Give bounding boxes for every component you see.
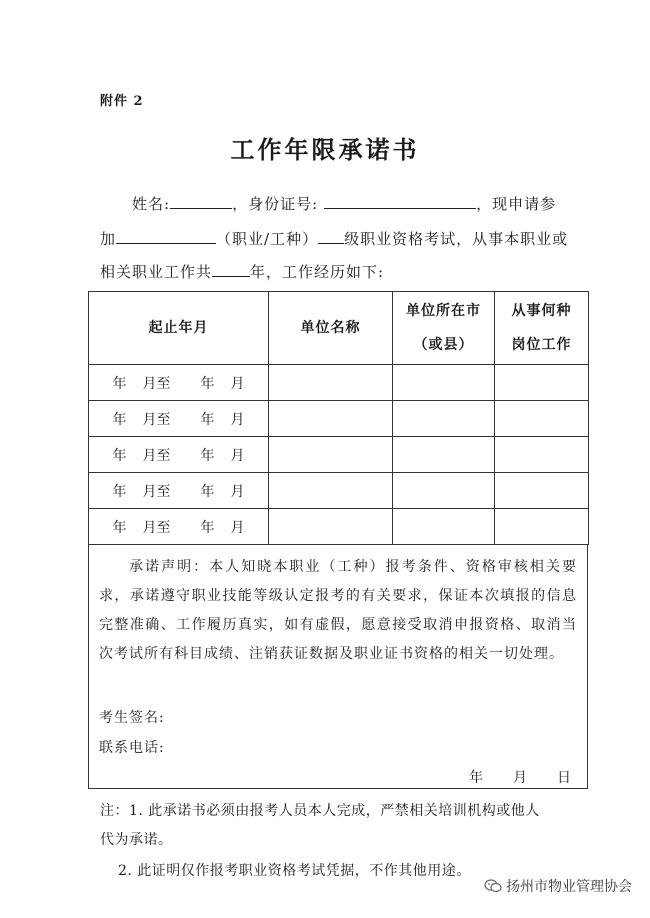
years-text: 年，工作经历如下: xyxy=(250,263,385,281)
header-period: 起止年月 xyxy=(89,292,269,365)
position-cell[interactable] xyxy=(495,365,589,401)
table-header-row xyxy=(89,292,589,365)
unit-city-cell[interactable] xyxy=(393,401,495,437)
apply-text: ，现申请参 xyxy=(476,195,557,213)
unit-name-cell[interactable] xyxy=(269,365,393,401)
header-unit-name: 单位名称 xyxy=(269,292,393,365)
note-2: 2. 此证明仅作报考职业资格考试凭据，不作其他用途。 xyxy=(118,863,471,879)
work-history-table xyxy=(88,291,589,545)
signature-label: 考生签名: xyxy=(99,710,165,726)
table-row xyxy=(89,509,589,545)
period-cell[interactable]: 年 月至 年 月 xyxy=(89,365,269,401)
occupation-blank[interactable] xyxy=(116,229,216,244)
level-blank[interactable] xyxy=(318,229,344,244)
watermark-text: 扬州市物业管理协会 xyxy=(506,879,632,895)
position-cell[interactable] xyxy=(495,473,589,509)
unit-city-cell[interactable] xyxy=(393,509,495,545)
table-row xyxy=(89,401,589,437)
position-cell[interactable] xyxy=(495,509,589,545)
attachment-label: 附件 2 xyxy=(100,94,144,109)
unit-name-cell[interactable] xyxy=(269,437,393,473)
line3-start: 相关职业工作共 xyxy=(100,263,213,281)
line2-start: 加 xyxy=(100,230,117,248)
level-text: 级职业资格考试，从事本职业或 xyxy=(344,230,569,248)
name-blank[interactable] xyxy=(170,194,232,209)
unit-name-cell[interactable] xyxy=(269,509,393,545)
table-row xyxy=(89,473,589,509)
intro-line-3 xyxy=(100,261,384,282)
pledge-section xyxy=(88,545,588,789)
wechat-icon xyxy=(484,879,502,893)
position-cell[interactable] xyxy=(495,437,589,473)
note-1-line-2: 代为承诺。 xyxy=(100,832,173,848)
id-label: ，身份证号: xyxy=(232,195,319,213)
pledge-date[interactable]: 年 月 日 xyxy=(469,770,571,786)
table-row xyxy=(89,437,589,473)
note-1-line-1: 注：1. 此承诺书必须由报考人员本人完成，严禁相关培训机构或他人 xyxy=(100,803,540,819)
document-title: 工作年限承诺书 xyxy=(230,135,420,164)
period-cell[interactable]: 年 月至 年 月 xyxy=(89,401,269,437)
unit-name-cell[interactable] xyxy=(269,401,393,437)
unit-name-cell[interactable] xyxy=(269,473,393,509)
intro-line-2 xyxy=(100,228,568,249)
unit-city-cell[interactable] xyxy=(393,365,495,401)
years-blank[interactable] xyxy=(212,262,250,277)
phone-label: 联系电话: xyxy=(99,740,165,756)
unit-city-cell[interactable] xyxy=(393,473,495,509)
pledge-statement: 承诺声明：本人知晓本职业（工种）报考条件、资格审核相关要求，承诺遵守职业技能等级认定报考的有关要求，保证本次填报的信息完整准确、工作履历真实，如有虚假，愿意接受取消申报资格、取消当次考试所有科目成绩、注销获证数据及职业证书资格的相关一切处理。 xyxy=(99,559,577,662)
header-position: 从事何种 岗位工作 xyxy=(495,292,589,365)
position-cell[interactable] xyxy=(495,401,589,437)
name-label: 姓名: xyxy=(132,195,171,213)
occupation-label: （职业/工种） xyxy=(216,230,319,248)
table-row xyxy=(89,365,589,401)
id-blank[interactable] xyxy=(324,194,476,209)
unit-city-cell[interactable] xyxy=(393,437,495,473)
period-cell[interactable]: 年 月至 年 月 xyxy=(89,509,269,545)
period-cell[interactable]: 年 月至 年 月 xyxy=(89,437,269,473)
header-unit-city: 单位所在市 （或县） xyxy=(393,292,495,365)
period-cell[interactable]: 年 月至 年 月 xyxy=(89,473,269,509)
watermark xyxy=(484,876,632,896)
intro-line-1 xyxy=(132,193,556,214)
